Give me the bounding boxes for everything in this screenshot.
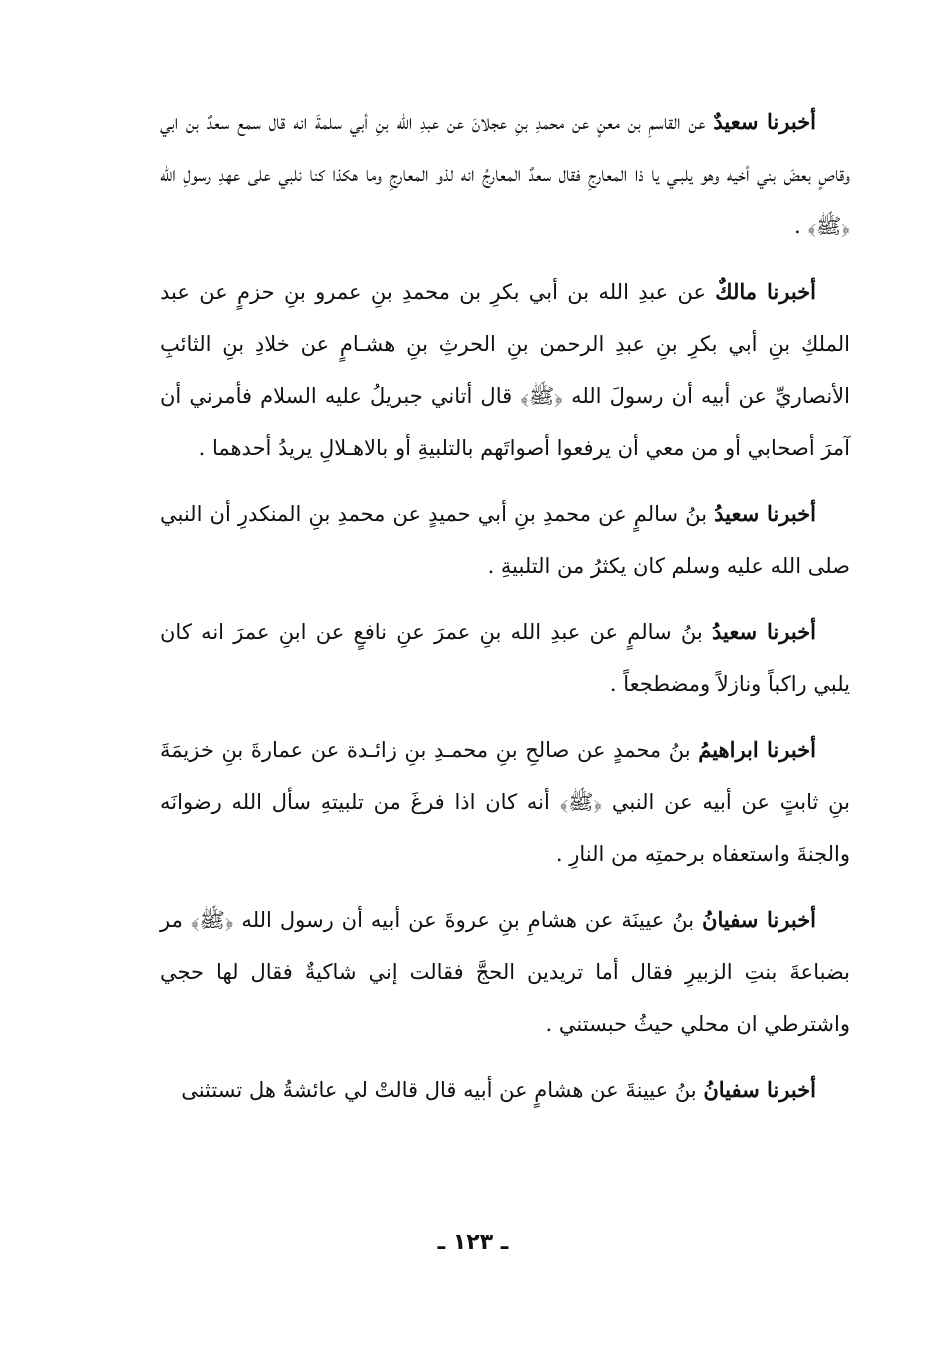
paragraph-text: عن عبدِ الله بن أبي بكرِ بن محمدِ بنِ عمرو بنِ حزمٍ عن عبد الملكِ بنِ أبي بكرِ بنِ عبدِ الرحمن بنِ الحرثِ بنِ هشـامٍ عن خلادِ بنِ الثائبِ الأنصاريِّ عن أبيه أن رسولَ الله ﴿ﷺ﴾ قال أتاني جبريلُ عليه السلام فأمرني أن آمرَ أصحابي أو من معي أن يرفعوا أصواتَهم بالتلبيةِ أو بالاهـلالِ يريدُ أحدهما . xyxy=(160,280,850,460)
paragraph-lead: أخبرنا مالكٌ xyxy=(715,279,816,304)
paragraph-lead: أخبرنا سعيدُ xyxy=(714,501,816,526)
hadith-paragraph xyxy=(160,96,850,252)
paragraph-text: عن القاسمِ بن معنٍ عن محمدِ بنِ عجلانَ عن عبدِ الله بنِ أبي سلمةَ انه قال سمع سعدٌ بن ابي وقاصٍ بعضَ بني أخيه وهو يلبـي يا ذا المعارجِ فقال سعدٌ المعارجُ انه لذو المعارجِ وما هكذا كنا نلبي على عهدِ رسولِ الله ﴿ﷺ﴾ . xyxy=(160,110,850,238)
hadith-paragraph xyxy=(160,488,850,592)
paragraph-text: بنُ سالمٍ عن عبدِ الله بنِ عمرَ عنِ نافعٍ عن ابنِ عمرَ انه كان يلبي راكباً ونازلاً ومضطجعاً . xyxy=(160,620,850,696)
page-number: ـ ١٢٣ ـ xyxy=(437,1230,509,1255)
page-body xyxy=(160,96,850,1116)
hadith-paragraph xyxy=(160,1064,850,1116)
paragraph-text: بنُ عيينَة عن هشامِ بنِ عروةَ عن أبيه أن رسول الله ﴿ﷺ﴾ مر بضباعةَ بنتِ الزبيرِ فقال أما تريدين الحجَّ فقالت إني شاكيةٌ فقال لها حجي واشترطي ان محلي حيثُ حبستني . xyxy=(160,908,850,1036)
hadith-paragraph xyxy=(160,724,850,880)
paragraph-text: بنُ عيينةَ عن هشامٍ عن أبيه قال قالتْ لي عائشةُ هل تستثنى xyxy=(181,1078,704,1102)
paragraph-lead: أخبرنا سفيانُ xyxy=(702,907,817,932)
paragraph-lead: أخبرنا سعيدٌ xyxy=(713,109,816,134)
paragraph-lead: أخبرنا سفيانُ xyxy=(703,1077,816,1102)
paragraph-text: بنُ محمدٍ عن صالحِ بنِ محمـدِ بنِ زائـدة عن عمارةَ بنِ خزيمَةَ بنِ ثابتٍ عن أبيه عن النبي ﴿ﷺ﴾ أنه كان اذا فرغَ من تلبيتهِ سأل الله رضوانَه والجنةَ واستعفاه برحمتِه من النارِ . xyxy=(160,738,850,866)
paragraph-text: بنُ سالمٍ عن محمدِ بنِ أبي حميدٍ عن محمدِ بنِ المنكدرِ أن النبي صلى الله عليه وسلم كان يكثرُ من التلبيةِ . xyxy=(160,502,850,578)
hadith-paragraph xyxy=(160,266,850,474)
hadith-paragraph xyxy=(160,606,850,710)
paragraph-lead: أخبرنا ابراهيمُ xyxy=(698,737,816,762)
hadith-paragraph xyxy=(160,894,850,1050)
paragraph-lead: أخبرنا سعيدُ xyxy=(712,619,816,644)
